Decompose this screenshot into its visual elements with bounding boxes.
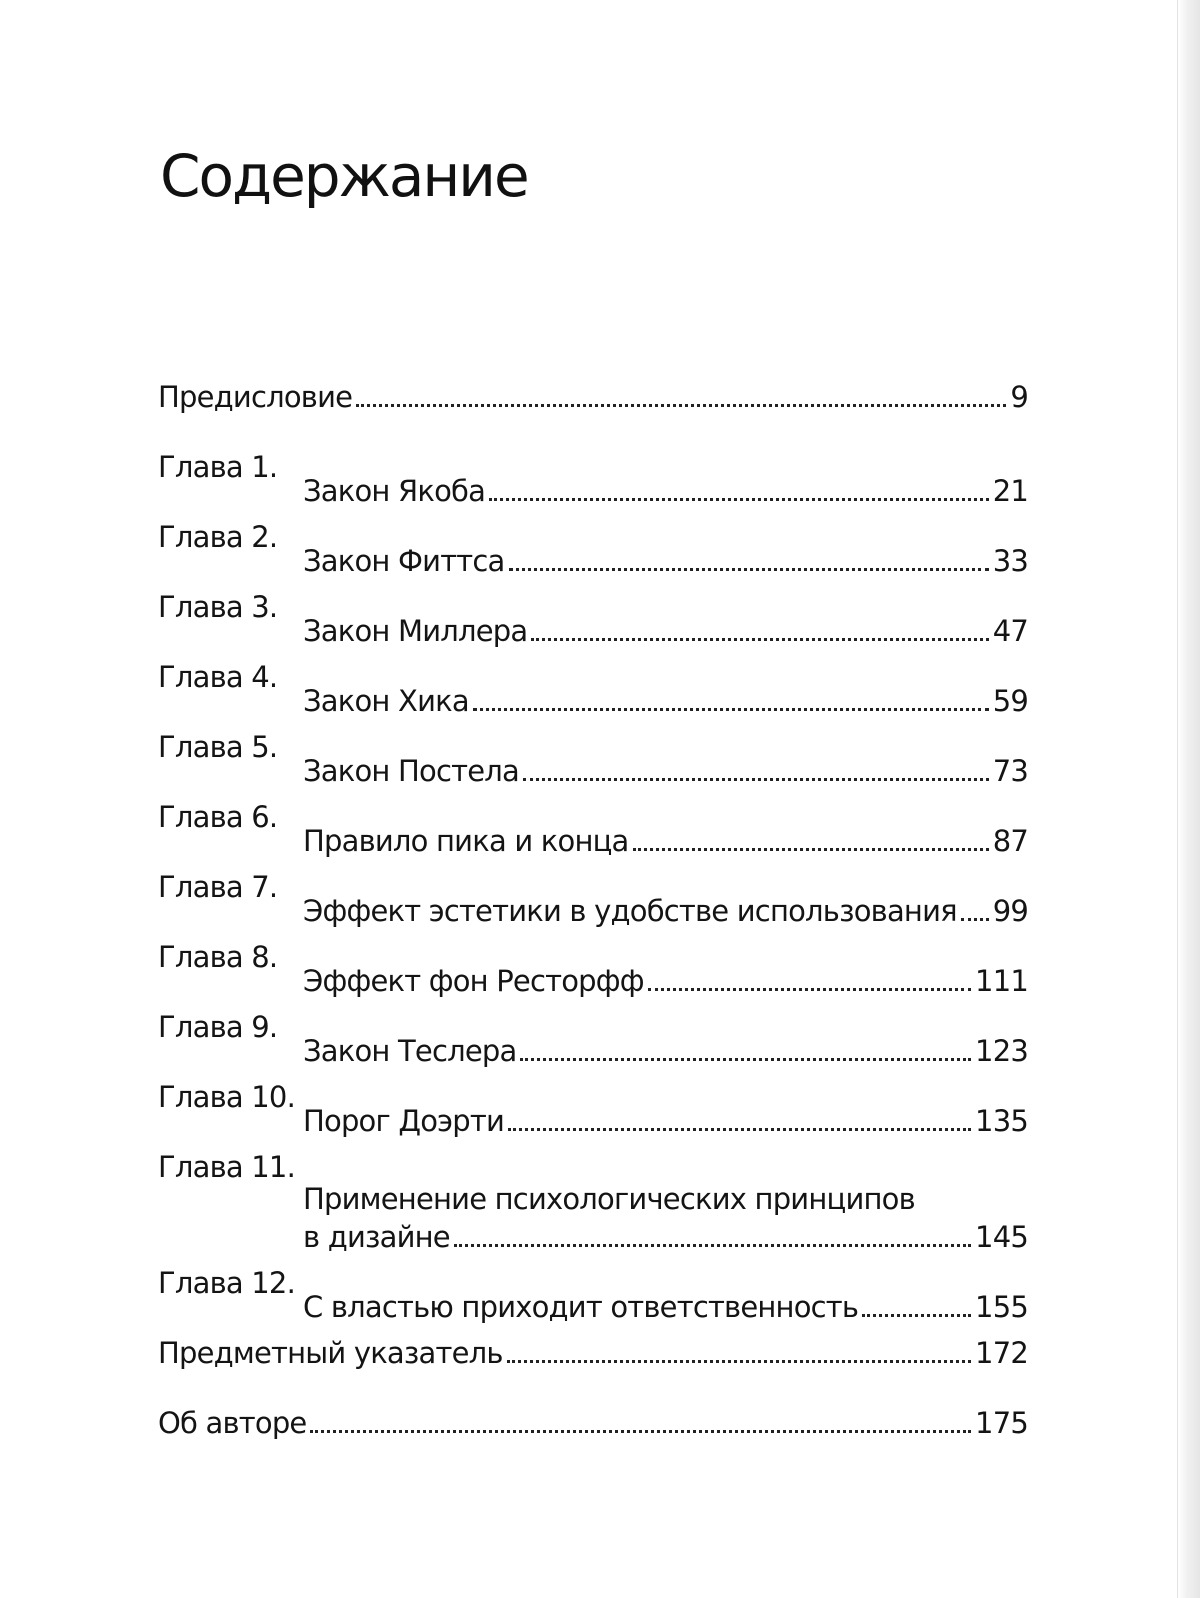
toc-entry-chapter: Глава 11.: [158, 1150, 295, 1184]
dot-leader: [310, 1430, 971, 1433]
toc-entry-chapter-1: [158, 440, 1028, 510]
table-of-contents: [158, 370, 1028, 1466]
toc-entry-page: 135: [975, 1104, 1028, 1138]
toc-entry-chapter: Глава 4.: [158, 660, 278, 694]
toc-entry-page: 99: [992, 894, 1028, 928]
toc-entry-title: Закон Якоба: [303, 474, 486, 508]
toc-entry-title: Эффект фон Ресторфф: [303, 964, 644, 998]
toc-entry-page: 87: [992, 824, 1028, 858]
dot-leader: [473, 708, 989, 711]
toc-entry-chapter-3: [158, 580, 1028, 650]
toc-entry-chapter: Глава 9.: [158, 1010, 278, 1044]
toc-entry-chapter-7: [158, 860, 1028, 930]
toc-entry-chapter: Глава 7.: [158, 870, 278, 904]
toc-entry-index: [158, 1326, 1028, 1396]
toc-entry-title: Применение психологических принципов: [303, 1182, 915, 1216]
toc-entry-title-continued: в дизайне: [303, 1220, 450, 1254]
toc-entry-chapter-4: [158, 650, 1028, 720]
toc-entry-title: Закон Миллера: [303, 614, 528, 648]
toc-entry-chapter-8: [158, 930, 1028, 1000]
page-title: Содержание: [160, 142, 528, 210]
toc-entry-chapter: Глава 6.: [158, 800, 278, 834]
toc-entry-page: 175: [975, 1406, 1028, 1440]
toc-entry-page: 21: [992, 474, 1028, 508]
toc-entry-page: 145: [975, 1220, 1028, 1254]
dot-leader: [508, 1128, 971, 1131]
toc-entry-title: С властью приходит ответственность: [303, 1290, 859, 1324]
toc-entry-chapter-12: [158, 1256, 1028, 1326]
toc-entry-title: Закон Хика: [303, 684, 469, 718]
toc-entry-chapter-5: [158, 720, 1028, 790]
toc-entry-title: Порог Доэрти: [303, 1104, 505, 1138]
dot-leader: [507, 1360, 971, 1363]
toc-entry-page: 47: [992, 614, 1028, 648]
toc-entry-chapter: Глава 3.: [158, 590, 278, 624]
toc-entry-page: 123: [975, 1034, 1028, 1068]
toc-entry-chapter: Глава 2.: [158, 520, 278, 554]
dot-leader: [520, 1058, 971, 1061]
toc-entry-chapter: Глава 8.: [158, 940, 278, 974]
dot-leader: [454, 1244, 971, 1247]
toc-entry-preface: [158, 370, 1028, 440]
dot-leader: [648, 988, 971, 991]
toc-entry-chapter-2: [158, 510, 1028, 580]
toc-entry-title: Закон Теслера: [303, 1034, 517, 1068]
toc-entry-title: Закон Постела: [303, 754, 519, 788]
toc-entry-chapter-10: [158, 1070, 1028, 1140]
toc-entry-page: 59: [992, 684, 1028, 718]
toc-entry-chapter: Глава 12.: [158, 1266, 295, 1300]
dot-leader: [531, 638, 988, 641]
dot-leader: [489, 498, 989, 501]
dot-leader: [509, 568, 989, 571]
page-edge: [1177, 0, 1200, 1598]
toc-entry-title: Предметный указатель: [158, 1336, 503, 1370]
toc-entry-chapter: Глава 10.: [158, 1080, 295, 1114]
dot-leader: [961, 918, 989, 921]
toc-entry-about-author: [158, 1396, 1028, 1466]
dot-leader: [633, 848, 989, 851]
toc-entry-title: Эффект эстетики в удобстве использования: [303, 894, 957, 928]
toc-entry-page: 73: [992, 754, 1028, 788]
toc-entry-chapter: Глава 1.: [158, 450, 278, 484]
dot-leader: [862, 1314, 971, 1317]
toc-entry-page: 9: [1010, 380, 1028, 414]
toc-entry-title: Закон Фиттса: [303, 544, 505, 578]
toc-entry-page: 155: [975, 1290, 1028, 1324]
toc-entry-chapter-9: [158, 1000, 1028, 1070]
toc-entry-page: 172: [975, 1336, 1028, 1370]
toc-entry-chapter: Глава 5.: [158, 730, 278, 764]
dot-leader: [356, 404, 1006, 407]
toc-entry-page: 111: [975, 964, 1028, 998]
toc-entry-chapter-6: [158, 790, 1028, 860]
toc-entry-page: 33: [992, 544, 1028, 578]
toc-entry-title: Предисловие: [158, 380, 353, 414]
toc-entry-title: Об авторе: [158, 1406, 307, 1440]
toc-entry-title: Правило пика и конца: [303, 824, 629, 858]
toc-entry-chapter-11: [158, 1140, 1028, 1256]
dot-leader: [523, 778, 989, 781]
